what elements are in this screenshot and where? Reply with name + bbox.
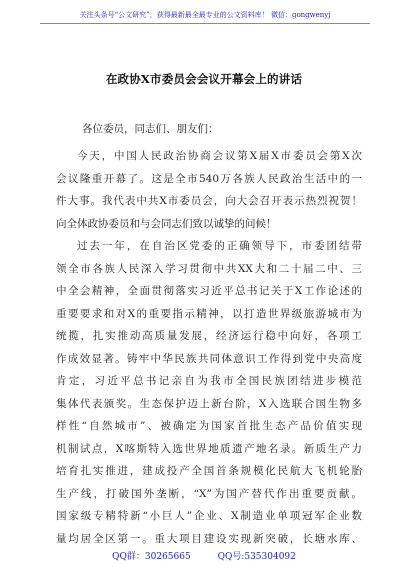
text-line: 肯定，习近平总书记亲自为我市全国民族团结进步模范: [56, 375, 362, 387]
text-line: 量均居全区第一。重大项目建设实现新突破，长塘水库、: [56, 532, 362, 545]
document-title: 在政协X市委员会会议开幕会上的讲话: [105, 72, 303, 86]
text-line: 样性“自然城市”、被确定为国家首批生态产品价值实现: [56, 420, 362, 432]
text-line: 领全市各族人民深入学习贯彻中共XX大和二十届二中、三: [56, 262, 362, 275]
header-promo-note: 关注头条号“公文研究”，获得最新最全最专业的公文资料库！ 微信：gongwenyj: [40, 10, 370, 24]
document-body: [56, 145, 362, 550]
paragraph-1: [56, 145, 362, 235]
text-line: 会议隆重开幕了。这是全市540万各族人民政治生活中的一: [56, 172, 362, 185]
text-line: 集体代表颁奖。生态保护迈上新台阶，X入选联合国生物多: [56, 397, 362, 410]
text-line: 生产线，打破国外垄断，“X”为国产替代作出重要贡献。: [56, 487, 362, 500]
text-line: 国家级专精特新“小巨人”企业、X制造业单项冠军企业数: [56, 510, 362, 522]
text-line: 重要要求和对X的重要指示精神，以打造世界级旅游城市为: [56, 307, 362, 320]
text-line: 培育扎实推进，建成投产全国首条规模化民航大飞机轮胎: [56, 465, 362, 477]
paragraph-2: [56, 235, 362, 550]
text-line: 向全体政协委员和与会同志们致以诚挚的问候！: [56, 217, 277, 230]
qq-number-text: QQ号:535304092: [217, 552, 296, 562]
text-line: 作成效显著。铸牢中华民族共同体意识工作得到党中央高度: [56, 352, 362, 365]
text-line: 今天，中国人民政治协商会议第X届X市委员会第X次: [77, 150, 362, 162]
text-line: 统揽，扎实推动高质量发展，经济运行稳中向好，各项工: [56, 330, 362, 342]
text-line: 机制试点，X喀斯特入选世界地质遗产地名录。新质生产力: [56, 442, 362, 455]
text-line: 件大事。我代表中共X市委员会，向大会召开表示热烈祝贺！: [56, 195, 362, 207]
salutation: 各位委员，同志们、朋友们：: [82, 123, 219, 135]
text-line: 过去一年，在自治区党委的正确领导下，市委团结带: [77, 240, 362, 252]
footer-contact: [0, 549, 408, 562]
text-line: 中全会精神，全面贯彻落实习近平总书记关于X工作论述的: [56, 285, 362, 297]
qq-group-text: QQ群：30265665: [112, 552, 191, 562]
